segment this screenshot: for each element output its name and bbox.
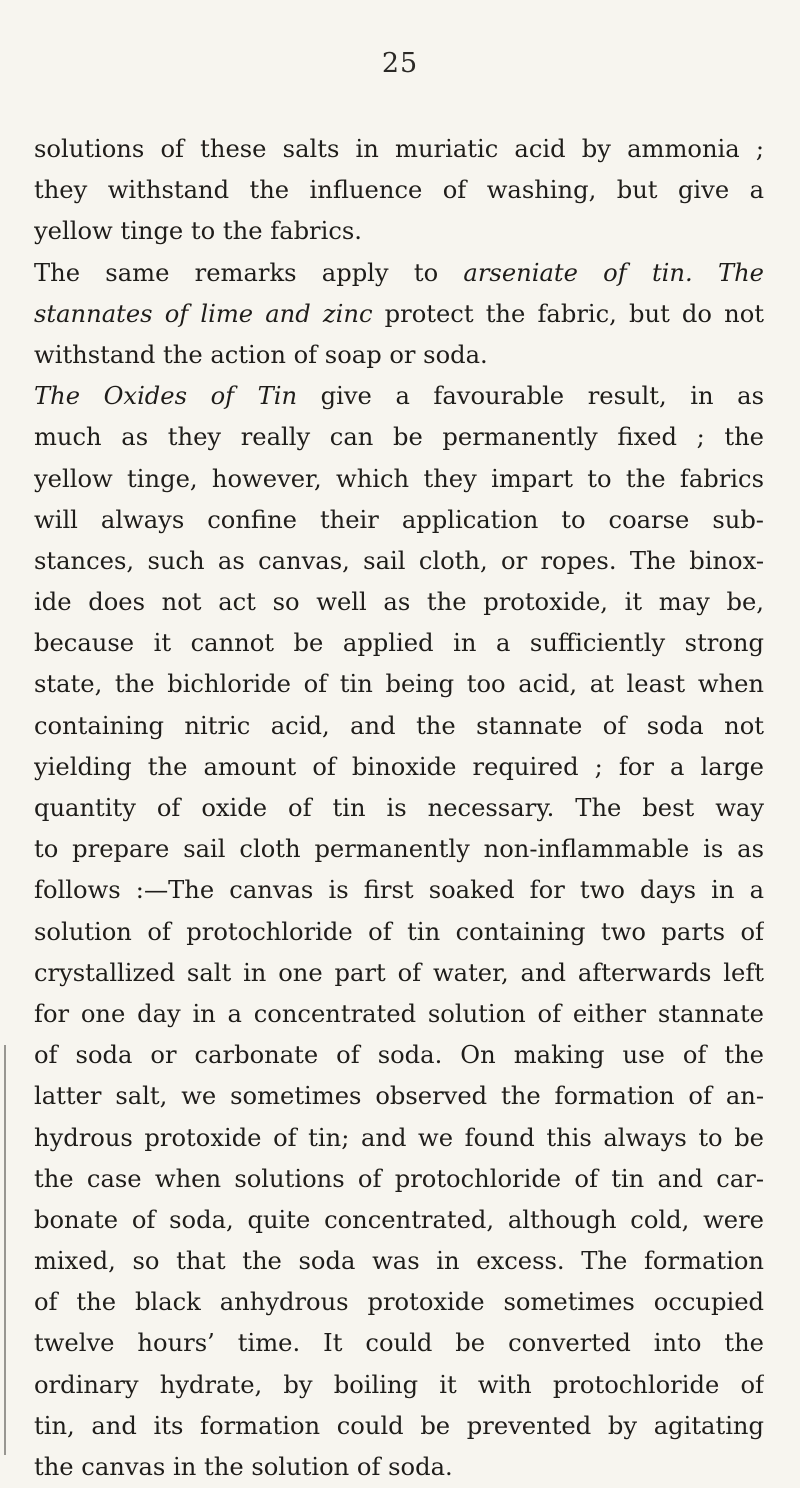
text-line: follows :—The canvas is first soaked for two days in a — [34, 876, 764, 905]
text-line: withstand the action of soap or soda. — [34, 340, 488, 369]
italic-phrase: The — [717, 258, 764, 287]
text-line: yellow tinge to the fabrics. — [34, 217, 362, 246]
text-line: will always confine their application to coarse sub- — [34, 505, 764, 534]
text-line: twelve hours’ time. It could be converted into the — [34, 1329, 764, 1358]
text-line: yielding the amount of binoxide required ; for a large — [34, 752, 764, 781]
text-span — [693, 259, 718, 287]
text-line: for one day in a concentrated solution of either stannate — [34, 999, 764, 1028]
text-span: give a favourable result, in as — [297, 382, 764, 411]
text-line — [34, 253, 764, 294]
italic-phrase: The Oxides of Tin — [34, 382, 298, 411]
text-line: they withstand the influence of washing, but give a — [34, 176, 764, 205]
text-line: of the black anhydrous protoxide sometimes occupied — [34, 1288, 764, 1317]
text-line: solutions of these salts in muriatic acid by ammonia ; — [34, 135, 764, 163]
text-line: stances, such as canvas, sail cloth, or ropes. The binox- — [34, 546, 764, 575]
text-line: solution of protochloride of tin containing two parts of — [34, 917, 764, 946]
text-span: The same remarks apply to — [34, 258, 464, 287]
text-span: protect the fabric, but do not — [372, 299, 764, 328]
text-line: latter salt, we sometimes observed the formation of an- — [34, 1082, 764, 1111]
text-line: mixed, so that the soda was in excess. The formation — [34, 1247, 764, 1276]
body-text — [34, 129, 764, 1488]
text-line: of soda or carbonate of soda. On making use of the — [34, 1041, 764, 1070]
text-line: ide does not act so well as the protoxide, it may be, — [34, 588, 764, 617]
text-line — [34, 294, 764, 335]
text-line: crystallized salt in one part of water, and afterwards left — [34, 958, 764, 987]
text-line: the case when solutions of protochloride of tin and car- — [34, 1164, 764, 1193]
text-line: because it cannot be applied in a sufficiently strong — [34, 629, 764, 658]
text-line: ordinary hydrate, by boiling it with protochloride of — [34, 1370, 764, 1399]
text-line: to prepare sail cloth permanently non-inflammable is as — [34, 835, 764, 864]
italic-phrase: arseniate of tin. — [463, 258, 693, 287]
margin-rule — [4, 1045, 6, 1455]
text-line: hydrous protoxide of tin; and we found this always to be — [34, 1123, 764, 1152]
text-line — [34, 376, 764, 417]
page-number: 25 — [381, 48, 419, 79]
text-line: the canvas in the solution of soda. — [34, 1453, 453, 1481]
text-line: quantity of oxide of tin is necessary. The best way — [34, 794, 764, 822]
text-line: yellow tinge, however, which they impart to the fabrics — [34, 464, 764, 493]
text-line: tin, and its formation could be prevented by agitating — [34, 1411, 764, 1440]
italic-phrase: stannates of lime and zinc — [34, 299, 373, 328]
text-line: containing nitric acid, and the stannate of soda not — [34, 711, 764, 740]
text-line: much as they really can be permanently fixed ; the — [34, 423, 764, 452]
text-line: state, the bichloride of tin being too acid, at least when — [34, 670, 764, 699]
text-line: bonate of soda, quite concentrated, although cold, were — [34, 1205, 764, 1234]
